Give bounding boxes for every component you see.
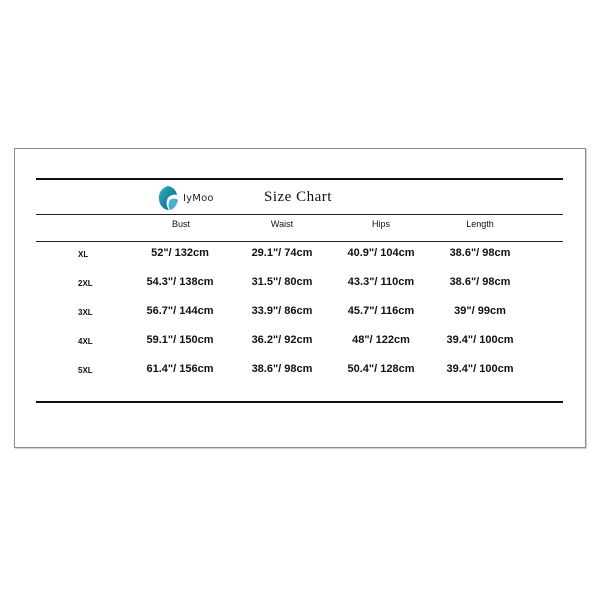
table-cell-waist: 36.2"/ 92cm	[251, 334, 313, 346]
brand-name: IyMoo	[183, 192, 214, 204]
table-cell-hips: 45.7"/ 116cm	[347, 305, 415, 317]
header-rule	[36, 214, 563, 215]
table-cell-bust: 59.1"/ 150cm	[146, 334, 214, 346]
size-label: XL	[78, 250, 89, 259]
table-cell-length: 39"/ 99cm	[454, 305, 506, 317]
size-label: 5XL	[78, 366, 93, 375]
table-cell-bust: 56.7"/ 144cm	[146, 305, 214, 317]
top-rule	[36, 178, 563, 180]
table-cell-hips: 50.4"/ 128cm	[347, 363, 415, 375]
size-label: 4XL	[78, 337, 93, 346]
column-header-length: Length	[466, 219, 494, 229]
column-header-hips: Hips	[371, 219, 391, 229]
column-header-rule	[36, 241, 563, 242]
size-label: 3XL	[78, 308, 93, 317]
column-header-bust: Bust	[171, 219, 191, 229]
bottom-rule	[36, 401, 563, 403]
table-cell-waist: 33.9"/ 86cm	[251, 305, 313, 317]
column-header-waist: Waist	[270, 219, 294, 229]
table-cell-length: 38.6"/ 98cm	[449, 276, 511, 288]
table-cell-bust: 61.4"/ 156cm	[146, 363, 214, 375]
table-cell-length: 39.4"/ 100cm	[446, 363, 514, 375]
table-cell-bust: 52"/ 132cm	[151, 247, 209, 259]
size-label: 2XL	[78, 279, 93, 288]
table-cell-hips: 43.3"/ 110cm	[347, 276, 415, 288]
table-cell-hips: 40.9"/ 104cm	[347, 247, 415, 259]
brand	[157, 185, 214, 211]
brand-logo-icon	[157, 185, 179, 211]
table-cell-waist: 31.5"/ 80cm	[251, 276, 313, 288]
table-cell-waist: 38.6"/ 98cm	[251, 363, 313, 375]
table-cell-length: 39.4"/ 100cm	[446, 334, 514, 346]
table-cell-hips: 48"/ 122cm	[352, 334, 410, 346]
chart-title: Size Chart	[264, 189, 332, 205]
table-cell-length: 38.6"/ 98cm	[449, 247, 511, 259]
table-cell-bust: 54.3"/ 138cm	[146, 276, 214, 288]
table-cell-waist: 29.1"/ 74cm	[251, 247, 313, 259]
